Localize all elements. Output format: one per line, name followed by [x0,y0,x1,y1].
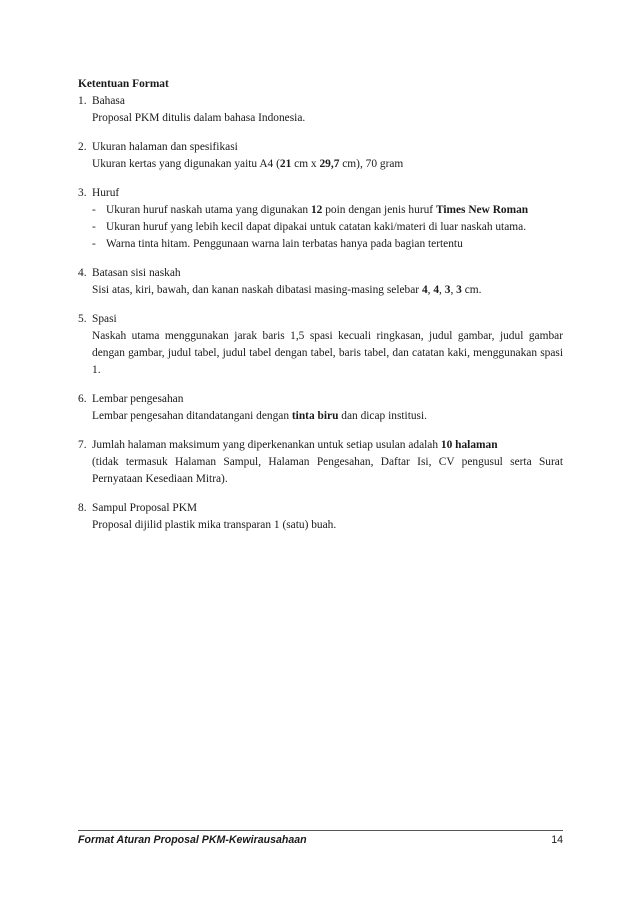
item-number: 4. [78,267,87,279]
item-body: Proposal PKM ditulis dalam bahasa Indonesia. [92,112,306,124]
document-body [78,76,563,546]
list-item [78,139,563,173]
page-number: 14 [551,834,563,846]
bullet-item: - Ukuran huruf yang lebih kecil dapat dipakai untuk catatan kaki/materi di luar naskah utama. [92,221,527,233]
list-item [78,391,563,425]
item-number: 7. [78,439,87,451]
item-title: Bahasa [92,95,125,107]
item-body: Proposal dijilid plastik mika transparan 1 (satu) buah. [92,519,337,531]
list-item [78,500,563,534]
bullet-item: - Warna tinta hitam. Penggunaan warna lain terbatas hanya pada bagian tertentu [92,238,463,250]
item-title: Batasan sisi naskah [92,267,181,279]
list-item [78,185,563,253]
item-number: 6. [78,393,87,405]
bullet-item: - Ukuran huruf naskah utama yang digunakan 12 poin dengan jenis huruf Times New Roman [92,204,529,216]
item-body: Ukuran kertas yang digunakan yaitu A4 (21 cm x 29,7 cm), 70 gram [92,158,404,170]
item-number: 8. [78,502,87,514]
list-item [78,93,563,127]
item-body: Lembar pengesahan ditandatangani dengan tinta biru dan dicap institusi. [92,410,428,422]
item-body: Naskah utama menggunakan jarak baris 1,5 spasi kecuali ringkasan, judul gambar, judul gambar dengan gambar, judul tabel, judul tabel dengan tabel, baris tabel, dan catatan kaki, menggunakan spasi 1. [92,330,563,376]
item-title: Spasi [92,313,117,325]
list-item [78,437,563,488]
item-title: Ukuran halaman dan spesifikasi [92,141,238,153]
item-body: Sisi atas, kiri, bawah, dan kanan naskah dibatasi masing-masing selebar 4, 4, 3, 3 cm. [92,284,482,296]
item-body: (tidak termasuk Halaman Sampul, Halaman Pengesahan, Daftar Isi, CV pengusul serta Surat Pernyataan Kesediaan Mitra). [92,456,563,485]
item-number: 1. [78,95,87,107]
footer-title: Format Aturan Proposal PKM-Kewirausahaan [78,834,307,846]
list-item [78,265,563,299]
section-heading: Ketentuan Format [78,78,169,90]
item-number: 5. [78,313,87,325]
item-number: 3. [78,187,87,199]
item-title: Lembar pengesahan [92,393,184,405]
page-footer [78,830,563,846]
item-title: Sampul Proposal PKM [92,502,198,514]
list-item [78,311,563,379]
item-number: 2. [78,141,87,153]
item-title: Jumlah halaman maksimum yang diperkenankan untuk setiap usulan adalah 10 halaman [92,439,498,451]
item-title: Huruf [92,187,120,199]
